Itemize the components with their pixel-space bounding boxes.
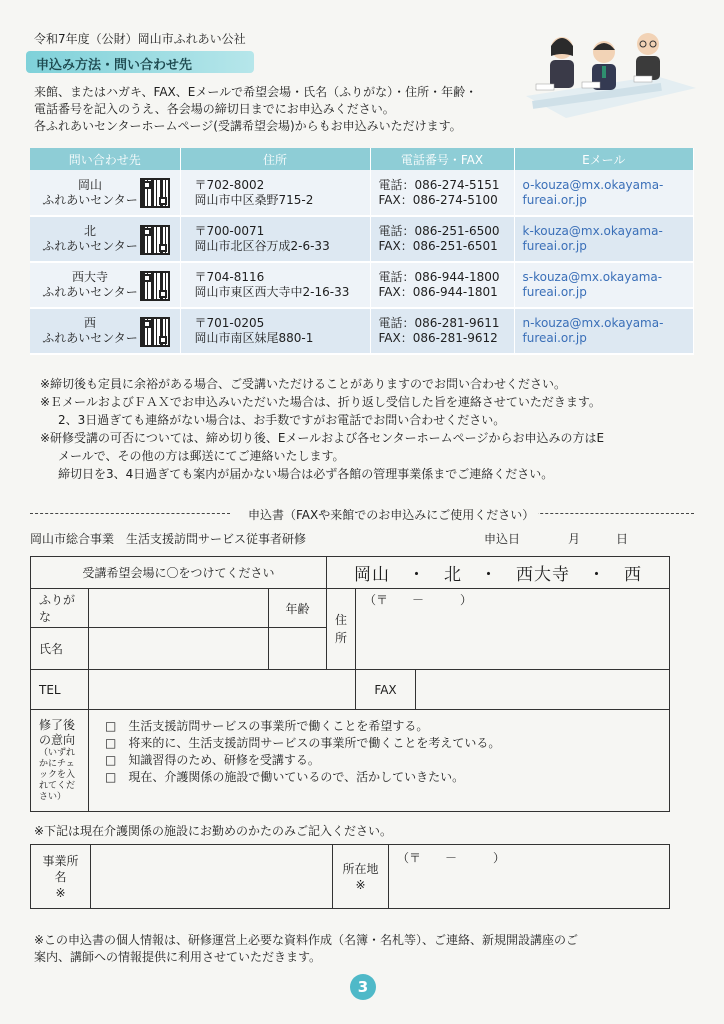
intro-line: 電話番号を記入のうえ、各会場の締切日までにお申込みください。 <box>34 102 395 116</box>
phone: 電話：086-251-6500 <box>378 224 500 238</box>
email-link[interactable]: s-kouza@mx.okayama- <box>522 270 663 284</box>
center-name-sub: ふれあいセンター <box>42 192 138 207</box>
office-label <box>31 845 91 909</box>
venue-label: 受講希望会場に〇をつけてください <box>31 557 327 589</box>
privacy-line: ※この申込書の個人情報は、研修運営上必要な資料作成（名簿・名札等）、ご連絡、新規開設講座のご <box>34 933 579 947</box>
name-label: 氏名 <box>31 628 89 670</box>
fax: FAX：086-281-9612 <box>378 331 498 345</box>
zip-placeholder: （〒 － ） <box>397 851 506 865</box>
location-field[interactable] <box>389 845 670 909</box>
aim-option-2[interactable]: □ 将来的に、生活支援訪問サービスの事業所で働くことを考えている。 <box>105 736 501 750</box>
page-number: 3 <box>350 974 376 1000</box>
note-line: ※ＥメールおよびＦＡＸでお申込みいただいた場合は、折り返し受信した旨を連絡させていただきます。 <box>40 395 601 409</box>
center-name: 西 <box>83 316 96 330</box>
venue-choices[interactable]: 岡山 ・ 北 ・ 西大寺 ・ 西 <box>327 557 670 589</box>
aim-options <box>89 710 670 812</box>
email-link-cont[interactable]: fureai.or.jp <box>522 285 587 299</box>
qr-code-icon[interactable] <box>140 225 170 255</box>
center-name: 北 <box>83 224 96 238</box>
email-link-cont[interactable]: fureai.or.jp <box>522 192 587 207</box>
email-link[interactable]: k-kouza@mx.okayama- <box>522 224 663 238</box>
contact-table <box>30 148 694 355</box>
office-label-3: ※ <box>55 885 66 900</box>
note-line: メールで、その他の方は郵送にてご連絡いたします。 <box>58 449 345 463</box>
aim-label-2: の意向 <box>39 733 76 747</box>
zip-placeholder: （〒 － ） <box>364 593 473 607</box>
location-label-2: ※ <box>355 877 366 892</box>
address: 岡山市北区谷万成2-6-33 <box>194 239 330 253</box>
age-label: 年齢 <box>269 589 327 628</box>
address: 岡山市南区妹尾880-1 <box>194 331 314 345</box>
furigana-label: ふりがな <box>31 589 89 628</box>
notes <box>40 376 690 484</box>
application-date: 申込日 月 日 <box>484 532 629 546</box>
zip: 〒704-8116 <box>194 270 265 284</box>
dash-left <box>30 513 230 514</box>
intro-line: 各ふれあいセンターホームページ(受講希望会場)からもお申込みいただけます。 <box>34 119 462 133</box>
note-line: 締切日を3、4日過ぎても案内が届かない場合は必ず各館の管理事業係までご連絡ください。 <box>58 467 554 481</box>
note-line: 2、3日過ぎても連絡がない場合は、お手数ですがお電話でお問い合わせください。 <box>58 413 506 427</box>
location-label <box>333 845 389 909</box>
zip: 〒702-8002 <box>194 177 265 192</box>
table-row <box>30 262 694 308</box>
center-name-sub: ふれあいセンター <box>42 331 138 345</box>
location-label-1: 所在地 <box>342 861 379 876</box>
privacy-line: 案内、講師への情報提供に利用させていただきます。 <box>34 950 322 964</box>
furigana-field[interactable] <box>89 589 269 628</box>
phone: 電話：086-944-1800 <box>378 270 500 284</box>
email-link-cont[interactable]: fureai.or.jp <box>522 331 587 345</box>
zip: 〒701-0205 <box>194 316 265 330</box>
address-label-1: 住 <box>335 613 348 627</box>
address-label-2: 所 <box>335 631 348 645</box>
facility-form <box>30 844 670 909</box>
email-link-cont[interactable]: fureai.or.jp <box>522 239 587 253</box>
header-address: 住所 <box>180 148 370 170</box>
fax: FAX：086-274-5100 <box>378 192 498 207</box>
aim-option-3[interactable]: □ 知識習得のため、研修を受講する。 <box>105 753 320 767</box>
organization-name: 令和7年度（公財）岡山市ふれあい公社 <box>34 32 246 46</box>
aim-hint: （いずれかにチェックを入れてください） <box>39 748 76 802</box>
age-field[interactable] <box>269 628 327 670</box>
qr-code-icon[interactable] <box>140 178 170 208</box>
phone: 電話：086-281-9611 <box>378 316 500 330</box>
intro-text <box>34 84 524 135</box>
tel-label: TEL <box>31 670 89 710</box>
cut-line <box>30 506 694 520</box>
office-field[interactable] <box>91 845 333 909</box>
header-contact: 問い合わせ先 <box>30 148 180 170</box>
email-link[interactable]: o-kouza@mx.okayama- <box>522 177 664 192</box>
aim-label <box>31 710 89 812</box>
name-field[interactable] <box>89 628 269 670</box>
address-label <box>327 589 356 670</box>
fax: FAX：086-944-1801 <box>378 285 498 299</box>
tel-field[interactable] <box>89 670 356 710</box>
table-row <box>30 170 694 216</box>
fax-label: FAX <box>356 670 416 710</box>
address-field[interactable] <box>356 589 670 670</box>
aim-option-1[interactable]: □ 生活支援訪問サービスの事業所で働くことを希望する。 <box>105 719 429 733</box>
table-row <box>30 308 694 354</box>
qr-code-icon[interactable] <box>140 317 170 347</box>
intro-line: 来館、またはハガキ、FAX、Eメールで希望会場・氏名（ふりがな）・住所・年齢・ <box>34 85 478 99</box>
address: 岡山市東区西大寺中2-16-33 <box>194 285 350 299</box>
address: 岡山市中区桑野715-2 <box>194 192 314 207</box>
center-name-sub: ふれあいセンター <box>42 239 138 253</box>
table-row <box>30 216 694 262</box>
privacy-note <box>34 932 684 966</box>
form-title: 申込書（FAXや来館でのお申込みにご使用ください） <box>244 506 538 523</box>
header-email: Eメール <box>514 148 694 170</box>
aim-option-4[interactable]: □ 現在、介護関係の施設で働いているので、活かしていきたい。 <box>105 770 465 784</box>
center-name: 岡山 <box>77 177 102 192</box>
office-label-1: 事業所 <box>42 853 79 868</box>
application-form <box>30 556 670 812</box>
note-line: ※研修受講の可否については、締め切り後、Eメールおよび各センターホームページからお申込みの方はE <box>40 431 605 445</box>
header-phone-fax: 電話番号・FAX <box>370 148 514 170</box>
zip: 〒700-0071 <box>194 224 265 238</box>
course-name: 岡山市総合事業 生活支援訪問サービス従事者研修 <box>30 532 307 546</box>
center-name: 西大寺 <box>71 270 108 284</box>
office-label-2: 名 <box>54 869 67 884</box>
facility-note: ※下記は現在介護関係の施設にお勤めのかたのみご記入ください。 <box>34 824 393 838</box>
aim-label-1: 修了後 <box>39 718 76 732</box>
fax-field[interactable] <box>416 670 670 710</box>
center-name-sub: ふれあいセンター <box>42 285 138 299</box>
fax: FAX：086-251-6501 <box>378 239 498 253</box>
qr-code-icon[interactable] <box>140 271 170 301</box>
section-title: 申込み方法・問い合わせ先 <box>26 51 254 73</box>
email-link[interactable]: n-kouza@mx.okayama- <box>522 316 664 330</box>
phone: 電話：086-274-5151 <box>378 177 500 192</box>
note-line: ※締切後も定員に余裕がある場合、ご受講いただけることがありますのでお問い合わせください。 <box>40 377 567 391</box>
staff-illustration <box>526 26 696 126</box>
